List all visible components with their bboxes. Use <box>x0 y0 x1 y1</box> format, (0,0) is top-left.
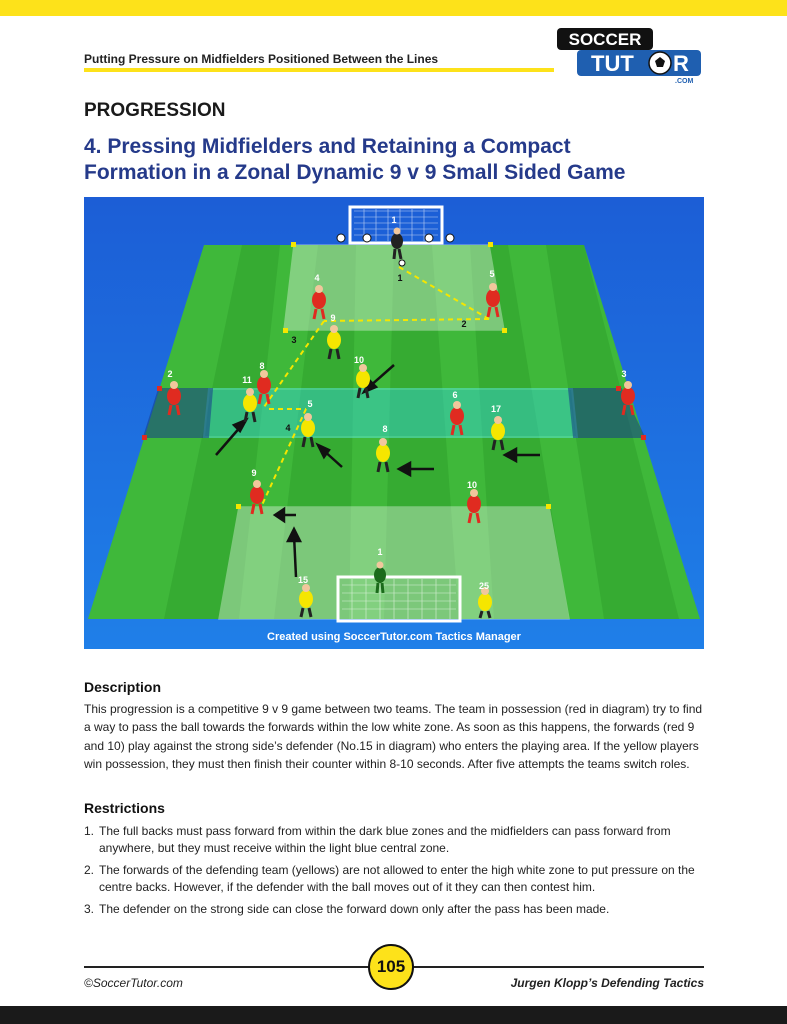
ball-icon <box>363 234 371 242</box>
ball-icon <box>425 234 433 242</box>
label-yellow-8: 8 <box>382 424 388 434</box>
tactics-diagram <box>84 197 704 649</box>
logo-bottom-text: TUT <box>591 51 634 76</box>
top-color-bar <box>0 0 787 16</box>
label-red-2: 2 <box>167 369 173 379</box>
label-yellow-9: 9 <box>330 313 336 323</box>
description-text: This progression is a competitive 9 v 9 game between two teams. The team in possession (red in diagram) try to find a way to pass the ball towards the forwards within the low white zone. As soon as this happens, the forwards (red 9 and 10) play against the strong side’s defender (No.15 in diagram) who enters the playing area. If the yellow players win possession, they must then finish their counter within 8-10 seconds. After five attempts the teams switch roles. <box>84 702 703 772</box>
label-red-8: 8 <box>259 361 265 371</box>
svg-text:2: 2 <box>461 319 467 329</box>
bottom-color-bar <box>0 1006 787 1024</box>
label-yellow-25: 25 <box>478 581 490 591</box>
label-yellow-10: 10 <box>353 355 365 365</box>
diagram-caption: Created using SoccerTutor.com Tactics Manager <box>267 631 521 643</box>
footer-book-title: Jurgen Klopp’s Defending Tactics <box>510 976 704 990</box>
label-red-9: 9 <box>251 468 257 478</box>
restriction-item: 3. The defender on the strong side can close the forward down only after the pass has been made. <box>84 902 610 916</box>
logo-top-text: SOCCER <box>568 30 642 49</box>
running-header: Putting Pressure on Midfielders Positioned Between the Lines <box>84 52 439 66</box>
ball-icon <box>399 260 405 266</box>
restriction-item: 1. The full backs must pass forward from within the dark blue zones and the midfielders can pass forward from anywhere, but they must receive within the light blue central zone. <box>84 824 671 855</box>
logo-bottom-end: R <box>673 51 689 76</box>
label-red-6: 6 <box>452 390 458 400</box>
label-red-5: 5 <box>489 269 495 279</box>
section-label: PROGRESSION <box>84 100 226 121</box>
restrictions-list <box>84 823 710 924</box>
label-gk-top: 1 <box>391 215 397 225</box>
header-rule <box>84 68 554 72</box>
label-red-3: 3 <box>621 369 627 379</box>
ball-icon <box>337 234 345 242</box>
page-title <box>84 134 724 186</box>
footer-copyright: ©SoccerTutor.com <box>84 976 183 990</box>
soccertutor-logo <box>555 26 705 86</box>
logo-suffix: .COM <box>675 78 694 85</box>
label-yellow-15: 15 <box>297 575 309 585</box>
label-gk-bottom: 1 <box>377 547 383 557</box>
restriction-item: 2. The forwards of the defending team (yellows) are not allowed to enter the high white zone to put pressure on the centre backs. However, if the defender with the ball moves out of it they can then contest him. <box>84 863 695 894</box>
svg-text:4: 4 <box>285 423 291 433</box>
svg-text:3: 3 <box>291 335 297 345</box>
description-heading: Description <box>84 679 162 695</box>
ball-icon <box>446 234 454 242</box>
pitch-svg <box>84 197 704 649</box>
restrictions-heading: Restrictions <box>84 800 165 816</box>
label-red-4: 4 <box>314 273 320 283</box>
title-line-2: Formation in a Zonal Dynamic 9 v 9 Small Sided Game <box>84 161 626 184</box>
label-yellow-11: 11 <box>242 375 252 385</box>
label-red-10: 10 <box>466 480 478 490</box>
label-yellow-17: 17 <box>490 404 502 414</box>
title-line-1: 4. Pressing Midfielders and Retaining a Compact <box>84 135 571 158</box>
label-yellow-5: 5 <box>307 399 313 409</box>
svg-text:1: 1 <box>397 273 403 283</box>
page-number: 105 <box>368 944 414 990</box>
